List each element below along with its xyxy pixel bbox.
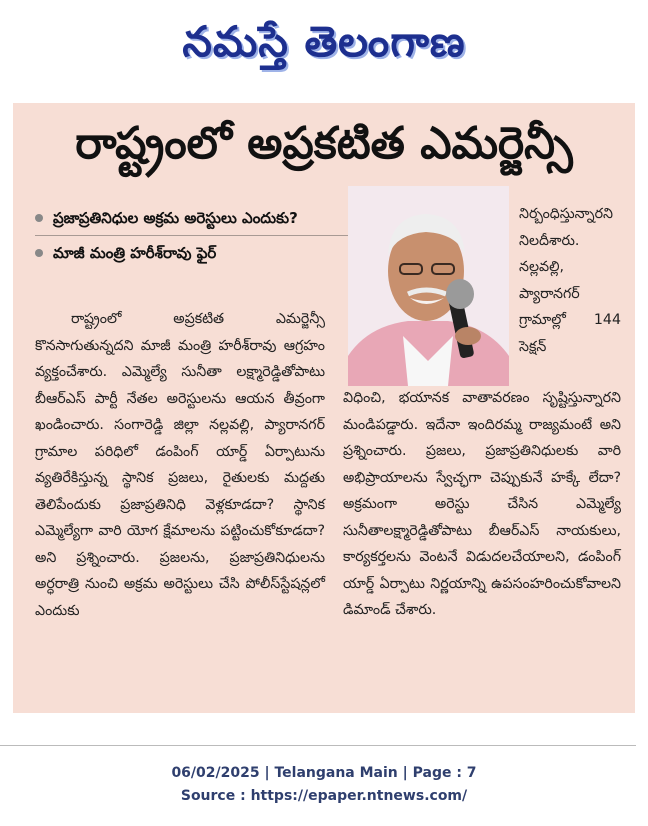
deck-divider xyxy=(35,235,355,236)
headline: రాష్ట్రంలో అప్రకటిత ఎమర్జెన్సీ xyxy=(75,118,573,169)
footer-divider xyxy=(0,745,636,746)
deck-text: మాజీ మంత్రి హరీశ్‌రావు ఫైర్ xyxy=(53,244,217,262)
deck-text: ప్రజాప్రతినిధుల అక్రమ అరెస్టులు ఎందుకు? xyxy=(53,209,298,227)
deck-item xyxy=(35,203,355,233)
deck-item xyxy=(35,238,355,268)
footer-edition-info: 06/02/2025 | Telangana Main | Page : 7 xyxy=(171,765,477,781)
masthead-logo: నమస్తే తెలంగాణ xyxy=(182,17,466,66)
article-body-column-2: విధించి, భయానక వాతావరణం సృష్టిస్తున్నారని మండిపడ్డారు. ఇదేనా ఇందిరమ్మ రాజ్యమంటే అని ప్రశ్నించారు. ప్రజలు, ప్రజాప్రతినిధులకు వారి అభిప్రాయాలను స్వేచ్ఛగా చెప్పుకునే హక్కే లేదా? అక్రమంగా అరెస్టు చేసిన ఎమ్మెల్యే సునీతాలక్ష్మారెడ్డితోపాటు బీఆర్‌ఎస్ నాయకులు, కార్యకర్తలను వెంటనే విడుదలచేయాలని, డంపింగ్ యార్డ్ ఏర్పాటు నిర్ణయాన్ని ఉపసంహరించుకోవాలని డిమాండ్ చేశారు. xyxy=(343,390,621,618)
news-clipping xyxy=(13,103,635,713)
speaker-portrait-icon xyxy=(348,186,509,386)
portrait-photo xyxy=(348,186,509,386)
footer-source: Source : https://epaper.ntnews.com/ xyxy=(180,788,468,804)
article-body-column-2-top: నిర్బంధిస్తున్నారని నిలదీశారు. నల్లవల్లి, ప్యారానగర్ గ్రామాల్లో 144 సెక్షన్ xyxy=(519,206,621,355)
bullet-icon xyxy=(35,214,43,222)
bullet-icon xyxy=(35,249,43,257)
article-body-column-1: రాష్ట్రంలో అప్రకటిత ఎమర్జెన్సీ కొనసాగుతున్నదని మాజీ మంత్రి హరీశ్‌రావు ఆగ్రహం వ్యక్తంచేశారు. ఎమ్మెల్యే సునీతా లక్ష్మారెడ్డితోపాటు బీఆర్‌ఎస్ పార్టీ నేతల అరెస్టులను ఆయన తీవ్రంగా ఖండించారు. సంగారెడ్డి జిల్లా నల్లవల్లి, ప్యారానగర్ గ్రామాల పరిధిలో డంపింగ్ యార్డ్ ఏర్పాటును వ్యతిరేకిస్తున్న స్థానిక ప్రజలు, రైతులకు మద్దతు తెలిపేందుకు ప్రజాప్రతినిధి వెళ్లకూడదా? స్థానిక ఎమ్మెల్యేగా వారి యోగ క్షేమాలను పట్టించుకోకూడదా? అని ప్రశ్నించారు. ప్రజలను, ప్రజాప్రతినిధులను అర్ధరాత్రి నుంచి అక్రమ అరెస్టులు చేసి పోలీస్‌స్టేషన్లలో ఎందుకు xyxy=(35,311,325,619)
deck-list xyxy=(35,203,355,268)
